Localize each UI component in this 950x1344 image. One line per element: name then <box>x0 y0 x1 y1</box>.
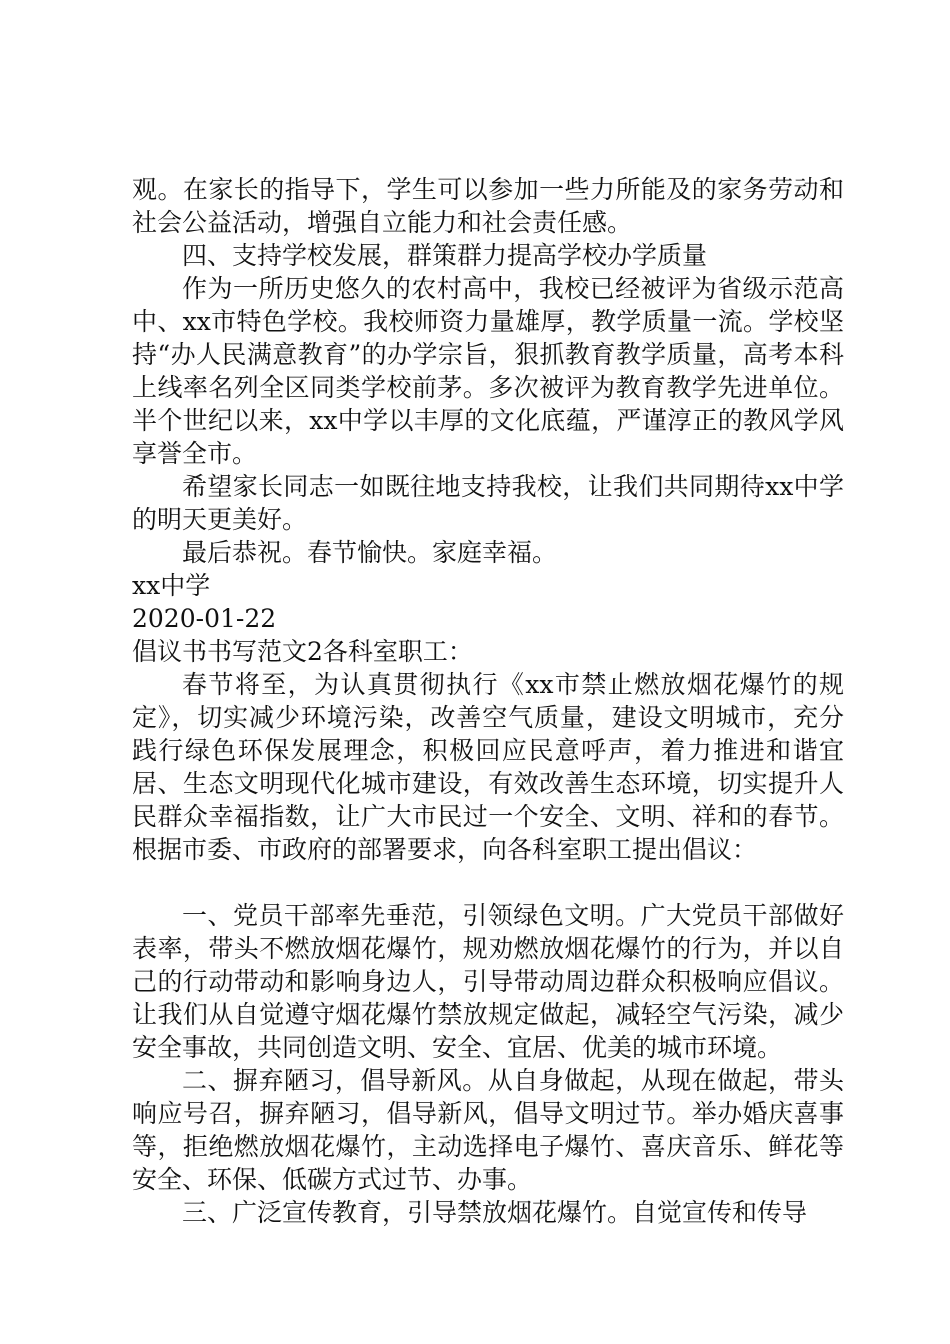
section-heading-four: 四、支持学校发展，群策群力提高学校办学质量 <box>182 241 708 270</box>
document-body <box>132 173 844 1229</box>
proposal-item-two: 二、摒弃陋习，倡导新风。从自身做起，从现在做起，带头响应号召，摒弃陋习，倡导新风，倡导文明过节。举办婚庆喜事等，拒绝燃放烟花爆竹，主动选择电子爆竹、喜庆音乐、鲜花等安全、环保、低碳方式过节、办事。 <box>132 1066 844 1194</box>
proposal-item-one: 一、党员干部率先垂范，引领绿色文明。广大党员干部做好表率，带头不燃放烟花爆竹，规劝燃放烟花爆竹的行为，并以自己的行动带动和影响身边人，引导带动周边群众积极响应倡议。让我们从自觉遵守烟花爆竹禁放规定做起，减轻空气污染，减少安全事故，共同创造文明、安全、宜居、优美的城市环境。 <box>132 901 844 1062</box>
paragraph-continuation: 观。在家长的指导下，学生可以参加一些力所能及的家务劳动和社会公益活动，增强自立能力和社会责任感。 <box>132 175 844 237</box>
second-letter-title: 倡议书书写范文2各科室职工： <box>132 637 473 666</box>
closing-wishes: 最后恭祝。春节愉快。家庭幸福。 <box>182 538 558 567</box>
signature-school: xx中学 <box>132 571 211 600</box>
proposal-item-three: 三、广泛宣传教育，引导禁放烟花爆竹。自觉宣传和传导 <box>182 1198 808 1227</box>
signature-date: 2020-01-22 <box>132 604 277 633</box>
paragraph-hope: 希望家长同志一如既往地支持我校，让我们共同期待xx中学的明天更美好。 <box>132 472 844 534</box>
paragraph-proposal-intro: 春节将至，为认真贯彻执行《xx市禁止燃放烟花爆竹的规定》，切实减少环境污染，改善空气质量，建设文明城市，充分践行绿色环保发展理念，积极回应民意呼声，着力推进和谐宜居、生态文明现代化城市建设，有效改善生态环境，切实提升人民群众幸福指数，让广大市民过一个安全、文明、祥和的春节。根据市委、市政府的部署要求，向各科室职工提出倡议： <box>132 670 844 864</box>
blank-line <box>132 866 844 899</box>
paragraph-school-intro: 作为一所历史悠久的农村高中，我校已经被评为省级示范高中、xx市特色学校。我校师资力量雄厚，教学质量一流。学校坚持“办人民满意教育”的办学宗旨，狠抓教育教学质量，高考本科上线率名列全区同类学校前茅。多次被评为教育教学先进单位。半个世纪以来，xx中学以丰厚的文化底蕴，严谨淳正的教风学风享誉全市。 <box>132 274 844 468</box>
